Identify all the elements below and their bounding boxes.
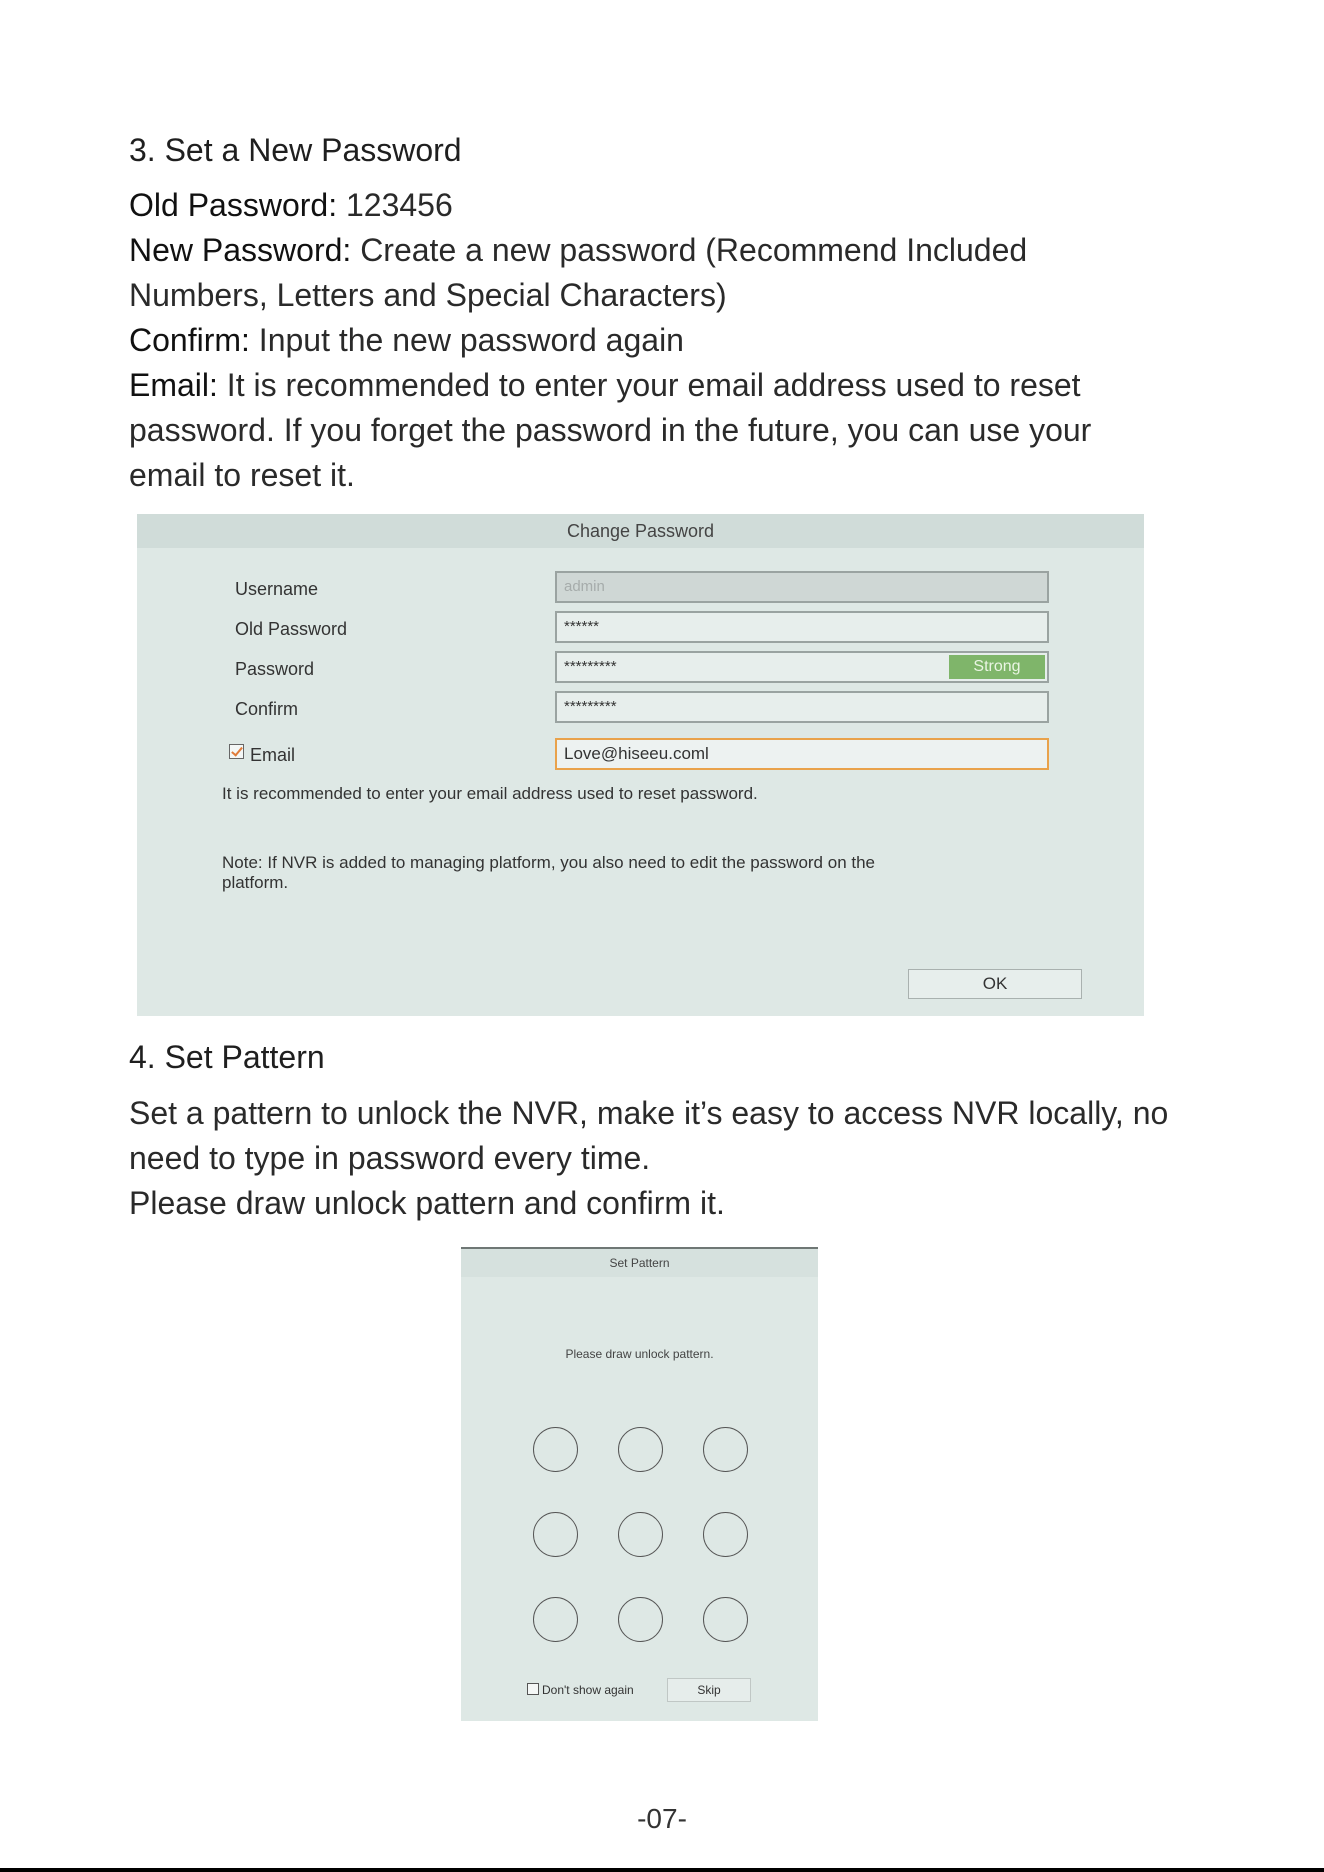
section-4-heading: 4. Set Pattern: [129, 1039, 325, 1075]
pattern-message: Please draw unlock pattern.: [565, 1347, 714, 1361]
skip-button[interactable]: Skip: [667, 1678, 751, 1702]
new-password-desc-1: Create a new password (Recommend Included: [360, 232, 1028, 268]
old-password-field[interactable]: ******: [555, 611, 1049, 643]
password-field[interactable]: [555, 651, 1049, 683]
username-field: admin: [555, 571, 1049, 603]
pattern-dot[interactable]: [618, 1512, 663, 1557]
confirm-line: [129, 318, 1229, 363]
pattern-desc-2: need to type in password every time.: [129, 1140, 651, 1176]
pattern-dot[interactable]: [703, 1512, 748, 1557]
email-desc-3: email to reset it.: [129, 457, 355, 493]
password-label: Password: [235, 659, 315, 679]
old-password-term: Old Password:: [129, 187, 338, 223]
email-label: Email: [250, 745, 296, 765]
pattern-desc-3: Please draw unlock pattern and confirm it.: [129, 1185, 725, 1221]
password-strength-badge: Strong: [949, 655, 1045, 679]
email-recommend-text: It is recommended to enter your email address used to reset password.: [222, 784, 758, 803]
page-bottom-border: [0, 1868, 1324, 1872]
confirm-term: Confirm:: [129, 322, 250, 358]
pattern-dot[interactable]: [703, 1597, 748, 1642]
email-term: Email:: [129, 367, 218, 403]
note-line-2: platform.: [222, 873, 289, 892]
new-password-term: New Password:: [129, 232, 352, 268]
page-number: -07-: [637, 1803, 687, 1834]
old-password-line: [129, 183, 1229, 228]
old-password-default: 123456: [345, 187, 453, 223]
confirm-label: Confirm: [235, 699, 299, 719]
dialog-title: Change Password: [137, 514, 1144, 548]
dont-show-label: Don't show again: [542, 1683, 634, 1697]
pattern-dot[interactable]: [533, 1427, 578, 1472]
new-password-line: [129, 228, 1229, 273]
section-3-body: [129, 183, 1229, 498]
confirm-field[interactable]: *********: [555, 691, 1049, 723]
pattern-desc-1: Set a pattern to unlock the NVR, make it’s easy to access NVR locally, no: [129, 1095, 1169, 1131]
note-line-1: Note: If NVR is added to managing platform, you also need to edit the password on the: [222, 853, 875, 872]
email-line: [129, 363, 1229, 408]
pattern-dot[interactable]: [618, 1597, 663, 1642]
pattern-dialog-title: Set Pattern: [461, 1249, 818, 1277]
pattern-dot[interactable]: [703, 1427, 748, 1472]
pattern-dot[interactable]: [618, 1427, 663, 1472]
password-value: *********: [564, 658, 617, 675]
pattern-dot[interactable]: [533, 1597, 578, 1642]
email-desc-2: password. If you forget the password in the future, you can use your: [129, 412, 1092, 448]
email-desc-1: It is recommended to enter your email address used to reset: [226, 367, 1081, 403]
section-4-body: [129, 1091, 1229, 1226]
email-field[interactable]: Love@hiseeu.coml: [555, 738, 1049, 770]
username-label: Username: [235, 579, 319, 599]
email-checkbox[interactable]: [229, 744, 244, 759]
confirm-desc: Input the new password again: [258, 322, 684, 358]
dont-show-checkbox[interactable]: [527, 1683, 539, 1695]
new-password-desc-2: Numbers, Letters and Special Characters): [129, 277, 727, 313]
change-password-dialog: [137, 514, 1144, 1016]
old-password-label: Old Password: [235, 619, 348, 639]
ok-button[interactable]: OK: [908, 969, 1082, 999]
pattern-dot[interactable]: [533, 1512, 578, 1557]
section-3-heading: 3. Set a New Password: [129, 132, 462, 168]
set-pattern-dialog: [461, 1247, 818, 1721]
